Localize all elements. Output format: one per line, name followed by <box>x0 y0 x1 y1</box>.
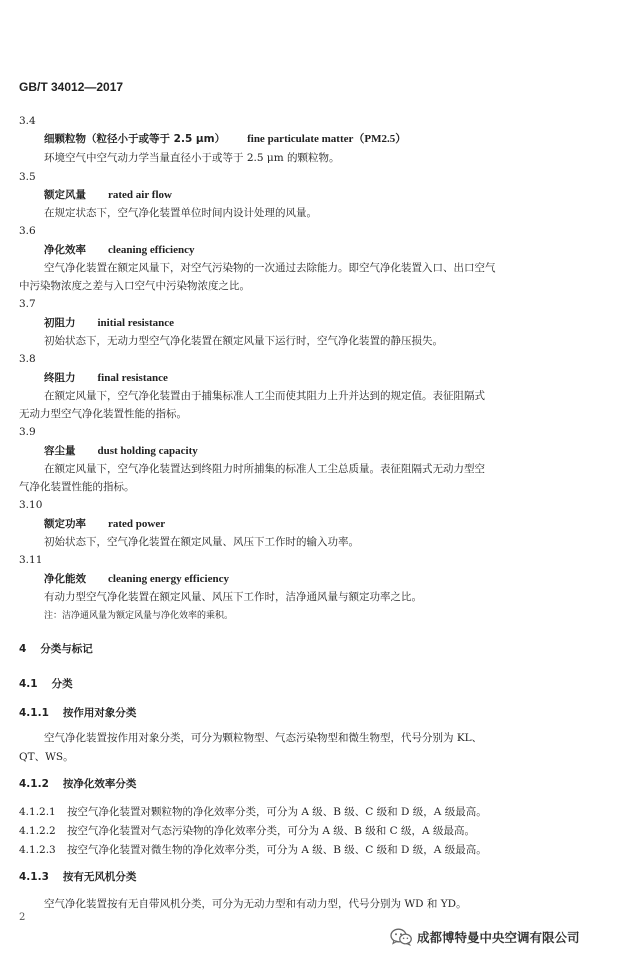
term-en: initial resistance <box>97 317 174 329</box>
subsection-title: 分类 <box>51 678 73 690</box>
subsection-heading <box>19 706 136 720</box>
definition: 初始状态下，空气净化装置在额定风量、风压下工作时的输入功率。 <box>44 536 359 548</box>
definition-continued: 气净化装置性能的指标。 <box>19 481 135 493</box>
wechat-icon <box>390 928 412 946</box>
paragraph: 空气净化装置按作用对象分类，可分为颗粒物型、气态污染物型和微生物型，代号分别为 KL、 <box>44 732 483 744</box>
term-en: rated air flow <box>108 189 172 201</box>
definition: 在额定风量下，空气净化装置由于捕集标准人工尘而使其阻力上升并达到的规定值。表征阻隔式 <box>44 390 485 402</box>
list-item <box>19 843 487 857</box>
subsection-number: 4.1.2 <box>19 778 49 790</box>
clause-number: 3.9 <box>19 426 36 438</box>
clause-number: 3.5 <box>19 171 36 183</box>
term-heading <box>44 188 172 202</box>
clause-number: 3.4 <box>19 115 36 127</box>
subsection-title: 按作用对象分类 <box>62 707 137 719</box>
watermark <box>390 926 580 948</box>
list-item <box>19 824 475 838</box>
item-text: 按空气净化装置对气态污染物的净化效率分类，可分为 A 级、B 级和 C 级，A 级最高。 <box>67 825 475 837</box>
subsection-heading <box>19 777 136 791</box>
clause-number: 3.11 <box>19 554 43 566</box>
term-zh: 额定功率 <box>44 518 86 530</box>
term-heading <box>44 132 406 146</box>
definition-continued: 中污染物浓度之差与入口空气中污染物浓度之比。 <box>19 280 250 292</box>
definition: 在规定状态下，空气净化装置单位时间内设计处理的风量。 <box>44 207 317 219</box>
subsection-heading <box>19 677 73 691</box>
term-zh: 初阻力 <box>44 317 76 329</box>
term-heading <box>44 517 165 531</box>
definition: 初始状态下，无动力型空气净化装置在额定风量下运行时，空气净化装置的静压损失。 <box>44 335 443 347</box>
term-en: final resistance <box>97 372 168 384</box>
section-heading <box>19 642 93 656</box>
section-number: 4 <box>19 643 27 655</box>
definition-continued: 无动力型空气净化装置性能的指标。 <box>19 408 187 420</box>
term-en: cleaning efficiency <box>108 244 195 256</box>
clause-number: 3.10 <box>19 499 43 511</box>
term-heading <box>44 444 198 458</box>
paragraph: 空气净化装置按有无自带风机分类，可分为无动力型和有动力型，代号分别为 WD 和 YD。 <box>44 898 467 910</box>
subsection-title: 按净化效率分类 <box>62 778 137 790</box>
item-number: 4.1.2.2 <box>19 825 56 837</box>
clause-number: 3.6 <box>19 225 36 237</box>
term-heading <box>44 371 168 385</box>
term-heading <box>44 243 194 257</box>
item-number: 4.1.2.3 <box>19 844 56 856</box>
list-item <box>19 805 487 819</box>
term-en: fine particulate matter（PM2.5） <box>247 133 407 145</box>
subsection-number: 4.1.1 <box>19 707 49 719</box>
item-text: 按空气净化装置对微生物的净化效率分类，可分为 A 级、B 级、C 级和 D 级，A 级最高。 <box>67 844 487 856</box>
definition: 有动力型空气净化装置在额定风量、风压下工作时，洁净通风量与额定功率之比。 <box>44 591 422 603</box>
term-heading <box>44 572 229 586</box>
term-zh: 额定风量 <box>44 189 86 201</box>
subsection-number: 4.1 <box>19 678 38 690</box>
term-en: dust holding capacity <box>97 445 198 457</box>
clause-number: 3.8 <box>19 353 36 365</box>
definition: 环境空气中空气动力学当量直径小于或等于 2.5 μm 的颗粒物。 <box>44 152 340 164</box>
definition: 空气净化装置在额定风量下，对空气污染物的一次通过去除能力。即空气净化装置入口、出口空气 <box>44 262 496 274</box>
section-title: 分类与标记 <box>40 643 93 655</box>
subsection-number: 4.1.3 <box>19 871 49 883</box>
page-number: 2 <box>19 912 26 923</box>
watermark-text: 成都博特曼中央空调有限公司 <box>417 930 580 945</box>
term-en: cleaning energy efficiency <box>108 573 229 585</box>
term-zh: 细颗粒物（粒径小于或等于 2.5 μm） <box>44 133 226 145</box>
item-text: 按空气净化装置对颗粒物的净化效率分类，可分为 A 级、B 级、C 级和 D 级，A 级最高。 <box>67 806 487 818</box>
term-zh: 净化效率 <box>44 244 86 256</box>
standard-number: GB/T 34012—2017 <box>19 80 124 94</box>
subsection-heading <box>19 870 136 884</box>
term-en: rated power <box>108 518 166 530</box>
definition: 在额定风量下，空气净化装置达到终阻力时所捕集的标准人工尘总质量。表征阻隔式无动力型空 <box>44 463 485 475</box>
term-heading <box>44 316 174 330</box>
item-number: 4.1.2.1 <box>19 806 56 818</box>
paragraph-continued: QT、WS。 <box>19 751 74 763</box>
term-zh: 净化能效 <box>44 573 86 585</box>
term-zh: 终阻力 <box>44 372 76 384</box>
clause-number: 3.7 <box>19 298 36 310</box>
subsection-title: 按有无风机分类 <box>62 871 137 883</box>
term-zh: 容尘量 <box>44 445 76 457</box>
note: 注：洁净通风量为额定风量与净化效率的乘积。 <box>44 611 234 621</box>
